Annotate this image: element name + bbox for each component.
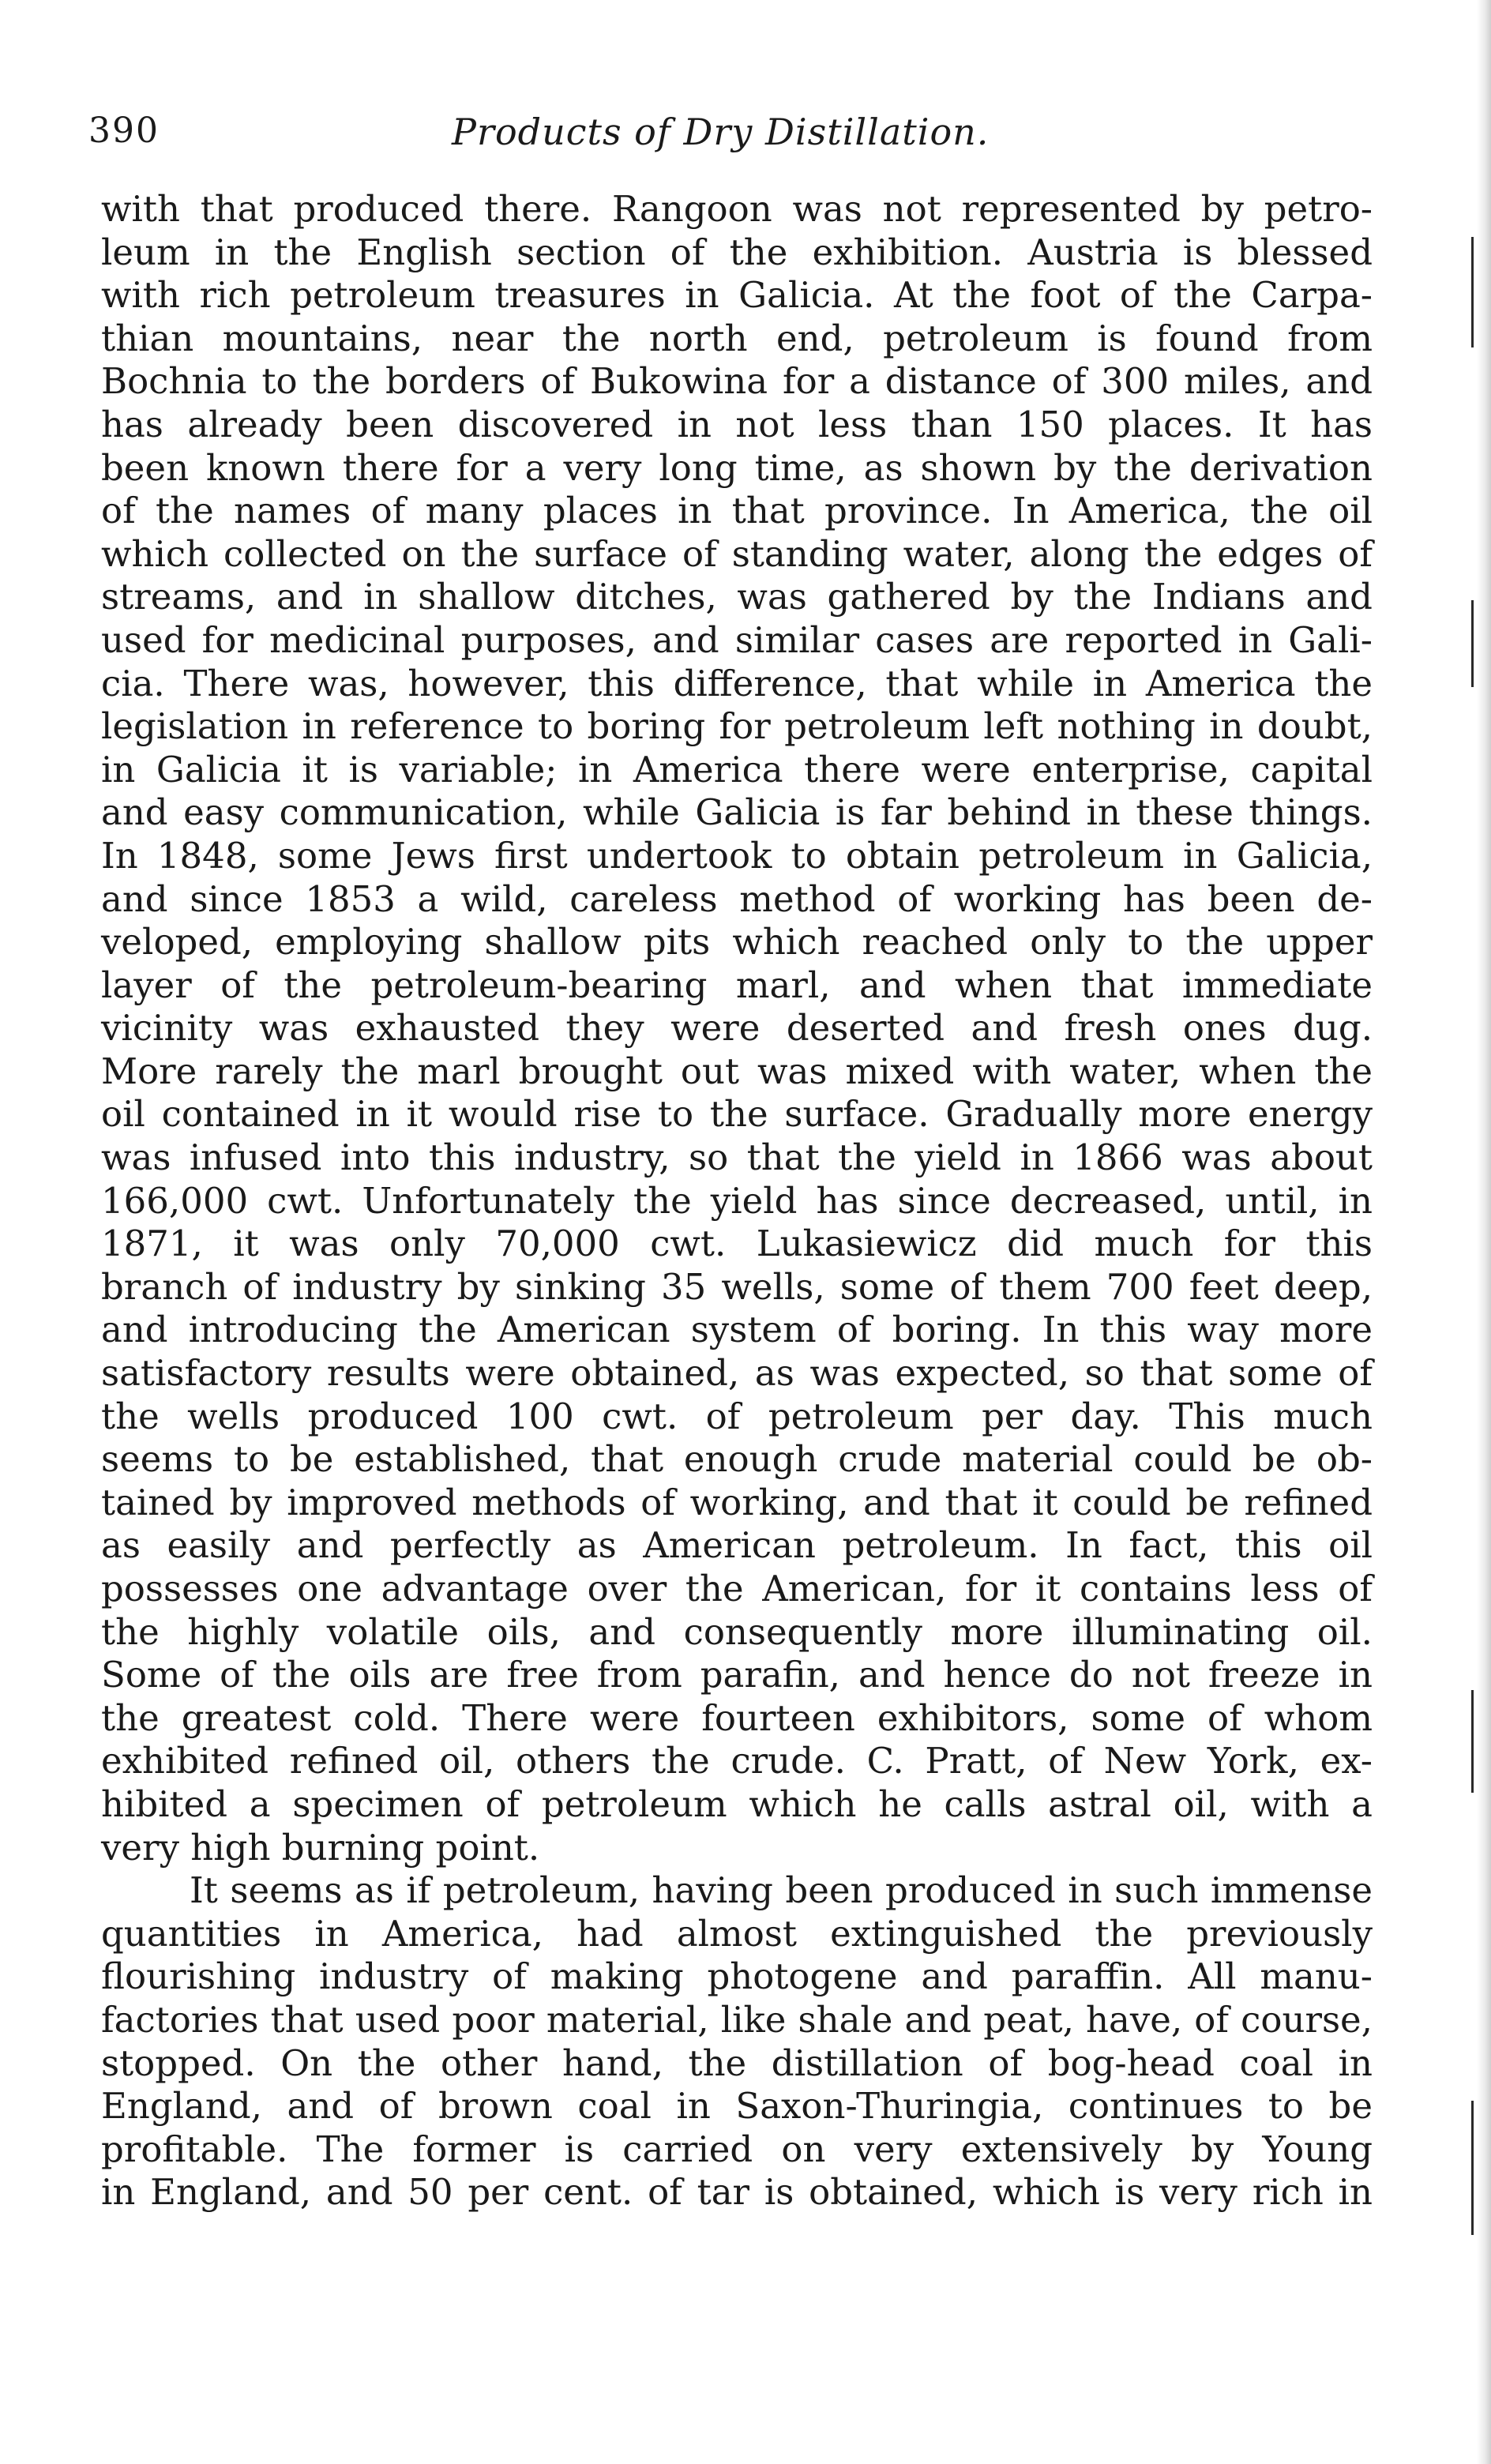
text-line: In 1848, some Jews first undertook to obtain petroleum in Galicia,	[101, 834, 1373, 877]
running-head: Products of Dry Distillation.	[452, 111, 990, 153]
text-line: streams, and in shallow ditches, was gathered by the Indians and	[101, 576, 1373, 618]
text-line: hibited a specimen of petroleum which he calls astral oil, with a	[101, 1782, 1373, 1825]
text-line: Some of the oils are free from parafin, and hence do not freeze in	[101, 1654, 1373, 1696]
text-line: was infused into this industry, so that the yield in 1866 was about	[101, 1136, 1373, 1179]
text-line: quantities in America, had almost extinguished the previously	[101, 1912, 1373, 1955]
text-line: layer of the petroleum-bearing marl, and when that immediate	[101, 963, 1373, 1006]
text-line: with rich petroleum treasures in Galicia. At the foot of the Carpa-	[101, 274, 1373, 317]
text-line: 1871, it was only 70,000 cwt. Lukasiewicz did much for this	[101, 1223, 1373, 1265]
text-line: used for medicinal purposes, and similar cases are reported in Gali-	[101, 618, 1373, 661]
text-line: England, and of brown coal in Saxon-Thuringia, continues to be	[101, 2085, 1373, 2128]
text-line: very high burning point.	[101, 1826, 540, 1869]
text-line: profitable. The former is carried on very extensively by Young	[101, 2128, 1373, 2170]
scan-mark	[1471, 2101, 1474, 2235]
text-line: 166,000 cwt. Unfortunately the yield has since decreased, until, in	[101, 1179, 1373, 1222]
text-line: has already been discovered in not less than 150 places. It has	[101, 403, 1373, 445]
text-line: exhibited refined oil, others the crude. C. Pratt, of New York, ex-	[101, 1740, 1373, 1782]
text-line: and easy communication, while Galicia is far behind in these things.	[101, 791, 1373, 834]
text-line: and introducing the American system of boring. In this way more	[101, 1309, 1373, 1351]
text-line: the wells produced 100 cwt. of petroleum per day. This much	[101, 1395, 1373, 1437]
text-line: seems to be established, that enough crude material could be ob-	[101, 1438, 1373, 1481]
page-header	[88, 111, 1384, 166]
scan-edge-shadow	[1477, 0, 1491, 2464]
text-line: the highly volatile oils, and consequently more illuminating oil.	[101, 1610, 1373, 1653]
body-text	[101, 188, 1373, 2214]
text-line: thian mountains, near the north end, petroleum is found from	[101, 317, 1373, 359]
text-line: in England, and 50 per cent. of tar is obtained, which is very rich in	[101, 2171, 1373, 2214]
paragraph	[101, 188, 1373, 1869]
scan-mark	[1471, 1690, 1474, 1793]
text-line: as easily and perfectly as American petroleum. In fact, this oil	[101, 1524, 1373, 1567]
text-line: cia. There was, however, this difference, that while in America the	[101, 662, 1373, 704]
text-line: flourishing industry of making photogene and paraffin. All manu-	[101, 1955, 1373, 1998]
text-line: in Galicia it is variable; in America there were enterprise, capital	[101, 748, 1373, 791]
scan-mark	[1471, 237, 1474, 347]
scan-mark	[1471, 600, 1474, 687]
text-line: satisfactory results were obtained, as was expected, so that some of	[101, 1352, 1373, 1395]
text-line: leum in the English section of the exhibition. Austria is blessed	[101, 231, 1373, 273]
text-line: branch of industry by sinking 35 wells, some of them 700 feet deep,	[101, 1265, 1373, 1308]
text-line: been known there for a very long time, as shown by the derivation	[101, 446, 1373, 489]
text-line: with that produced there. Rangoon was not represented by petro-	[101, 188, 1373, 230]
text-line: veloped, employing shallow pits which reached only to the upper	[101, 921, 1373, 963]
text-line: It seems as if petroleum, having been produced in such immense	[190, 1869, 1373, 1912]
text-line: which collected on the surface of standing water, along the edges of	[101, 532, 1373, 575]
text-line: and since 1853 a wild, careless method of working has been de-	[101, 877, 1373, 920]
paragraph	[101, 1869, 1373, 2214]
text-line: Bochnia to the borders of Bukowina for a distance of 300 miles, and	[101, 360, 1373, 403]
text-line: oil contained in it would rise to the surface. Gradually more energy	[101, 1093, 1373, 1136]
text-line: vicinity was exhausted they were deserted and fresh ones dug.	[101, 1007, 1373, 1050]
text-line: of the names of many places in that province. In America, the oil	[101, 490, 1373, 532]
page-number: 390	[88, 111, 160, 151]
text-line: factories that used poor material, like shale and peat, have, of course,	[101, 1998, 1373, 2041]
text-line: stopped. On the other hand, the distillation of bog-head coal in	[101, 2041, 1373, 2084]
text-line: legislation in reference to boring for petroleum left nothing in doubt,	[101, 705, 1373, 748]
text-line: possesses one advantage over the American, for it contains less of	[101, 1568, 1373, 1609]
text-line: the greatest cold. There were fourteen exhibitors, some of whom	[101, 1696, 1373, 1739]
text-line: tained by improved methods of working, and that it could be refined	[101, 1481, 1373, 1523]
text-line: More rarely the marl brought out was mixed with water, when the	[101, 1050, 1373, 1092]
